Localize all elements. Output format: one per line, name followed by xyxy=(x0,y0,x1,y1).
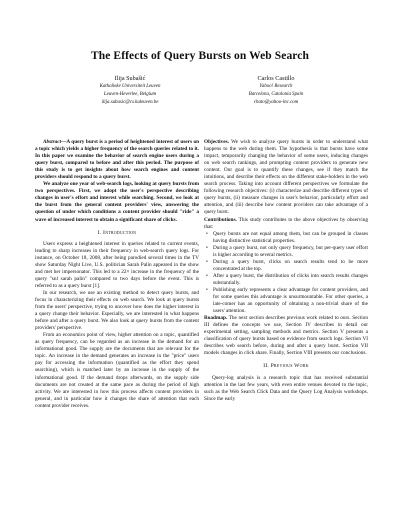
list-item: • After a query burst, the distribution of clicks into search results changes substantially. xyxy=(213,273,368,287)
author-block xyxy=(201,75,351,106)
abstract-text: —A query burst is a period of heightened interest of users on a topic which yields a higher frequency of the search queries related to it. In this paper we examine the behavior of search engine users during a query burst, compared to before and after this period. The purpose of this study is to get insights about how search engines and content providers should respond to a query burst. xyxy=(35,139,199,181)
author-location: Barcelona, Catalonia Spain xyxy=(248,92,304,97)
author-location: Leuven-Heverlee, Belgium xyxy=(103,92,157,97)
intro-paragraph-3: From an economics point of view, higher attention on a topic, quantified as query frequency, can be regarded as an increase in the demand for an informational good. The supply are the documents that are relevant for the topic. An increase in the demand generates an increase in the "price" users pay for accessing the information (quantified as the effort they spend searching), which is matched later by an increase in the supply of the informational good. If the demand drops afterwards, on the supply side documents are not created at the same pace as during the period of high activity. We are interested in how this process affects content providers in general, and in particular how it changes the share of attention that each content provider receives. xyxy=(35,332,199,409)
paper-title: The Effects of Query Bursts on Web Search xyxy=(90,50,310,62)
roadmap-text: The next section describes previous work related to ours. Section III defines the concepts we use, Section IV describes in detail our experimental setting, sampling methods and metrics. Section V presents a classification of query bursts based on evidence from search logs. Section VI describes web search before, during and after a query burst. Section VII models changes in click share. Finally, Section VIII presents our conclusions. xyxy=(204,315,368,357)
roadmap-label: Roadmap. xyxy=(204,315,228,322)
intro-paragraph-1: Users express a heightened interest in queries related to current events, leading to sharp increases in their frequency in web-search query logs. For instance, on October 18, 2008, after being parodied several times in the TV show Saturday Night Live, U.S. politician Sarah Palin appeared in the show and met her impersonator. This led to a 22× increase in the frequency of the query "snl sarah palin" compared to two days before the event. This is referred to as a query burst [1]. xyxy=(35,240,199,289)
contributions-list xyxy=(204,231,368,316)
contributions-text: This study contributes to the above objectives by observing that: xyxy=(204,216,369,230)
left-column xyxy=(35,139,199,410)
author-name: Ilija Subašić xyxy=(114,75,146,82)
author-email[interactable]: chato@yahoo-inc.com xyxy=(253,99,299,105)
roadmap-paragraph xyxy=(204,315,368,357)
contributions-label: Contributions. xyxy=(204,216,237,223)
author-affiliation: Yahoo! Research xyxy=(259,84,293,90)
abstract-paragraph xyxy=(35,139,199,181)
author-name: Carlos Castillo xyxy=(257,75,295,82)
intro-paragraph-2: In our research, we use an existing method to detect query bursts, and focus in characterizing their effects on web search. We look at query bursts from the users' perspective, trying to uncover how does the higher interest in a query change their behavior. Especially, we are interested in what happens before and after a query burst. We also look at query bursts from the content providers' perspective. xyxy=(35,289,199,332)
right-column xyxy=(204,139,368,403)
list-item: • Publishing early represents a clear advantage for content providers, and for some queries this advantage is unsurmountable. For other queries, a late-comer has an opportunity of obtaining a non-trivial share of the users' attention. xyxy=(213,287,368,315)
objectives-text: We wish to analyze query bursts in order to understand what happens to the web during them. The hypothesis is that bursts have some impact, temporarily changing the behavior of some users, inducing changes on web search rankings, and prompting content providers to generate new content. Our goal is to quantify these changes, see if they match the intuitions, and describe their effects on the different stake-holders in the web search process. Taking into account different perspectives we formulate the following research objectives: (i) characterize and describe different types of query bursts, (ii) measure changes in user's behavior, particularly effort and attention, and (iii) describe how content providers can take advantage of a query burst. xyxy=(204,139,368,216)
author-email[interactable]: ilija.subasic@cs.kuleuven.be xyxy=(101,99,159,105)
objectives-label: Objectives. xyxy=(204,139,229,145)
contributions-paragraph xyxy=(204,217,368,231)
list-item: • During a query burst, not only query frequency, but per-query user effort is higher according to several metrics. xyxy=(213,245,368,259)
section-heading-introduction: I. Introduction xyxy=(97,229,137,236)
author-affiliation: Katholieke Universiteit Leuven xyxy=(99,84,161,90)
previous-work-paragraph: Query-log analysis is a research topic that has received substantial attention in the last few years, with even entire venues devoted to the topic, such as the Web Search Click Data and the Query Log Analysis workshops. Since the early xyxy=(204,374,368,402)
objectives-paragraph xyxy=(204,139,368,217)
abstract-paragraph-2: We analyze one year of web-search logs, looking at query bursts from two perspectives. First, we adopt the user's perspective describing changes in user's effort and interest while searching. Second, we look at the burst from the general content providers' view, answering the question of under which conditions a content provider should "ride" a wave of increased interest to obtain a significant share of clicks. xyxy=(35,181,199,223)
section-heading-previous-work: II. Previous Work xyxy=(263,363,309,370)
list-item: • Query bursts are not equal among them, but can be grouped in classes having distinctive statistical properties. xyxy=(213,231,368,245)
list-item: • During a query burst, clicks on search results tend to be more concentrated at the top. xyxy=(213,259,368,273)
abstract-lead: Abstract xyxy=(43,139,62,145)
author-block xyxy=(55,75,205,106)
